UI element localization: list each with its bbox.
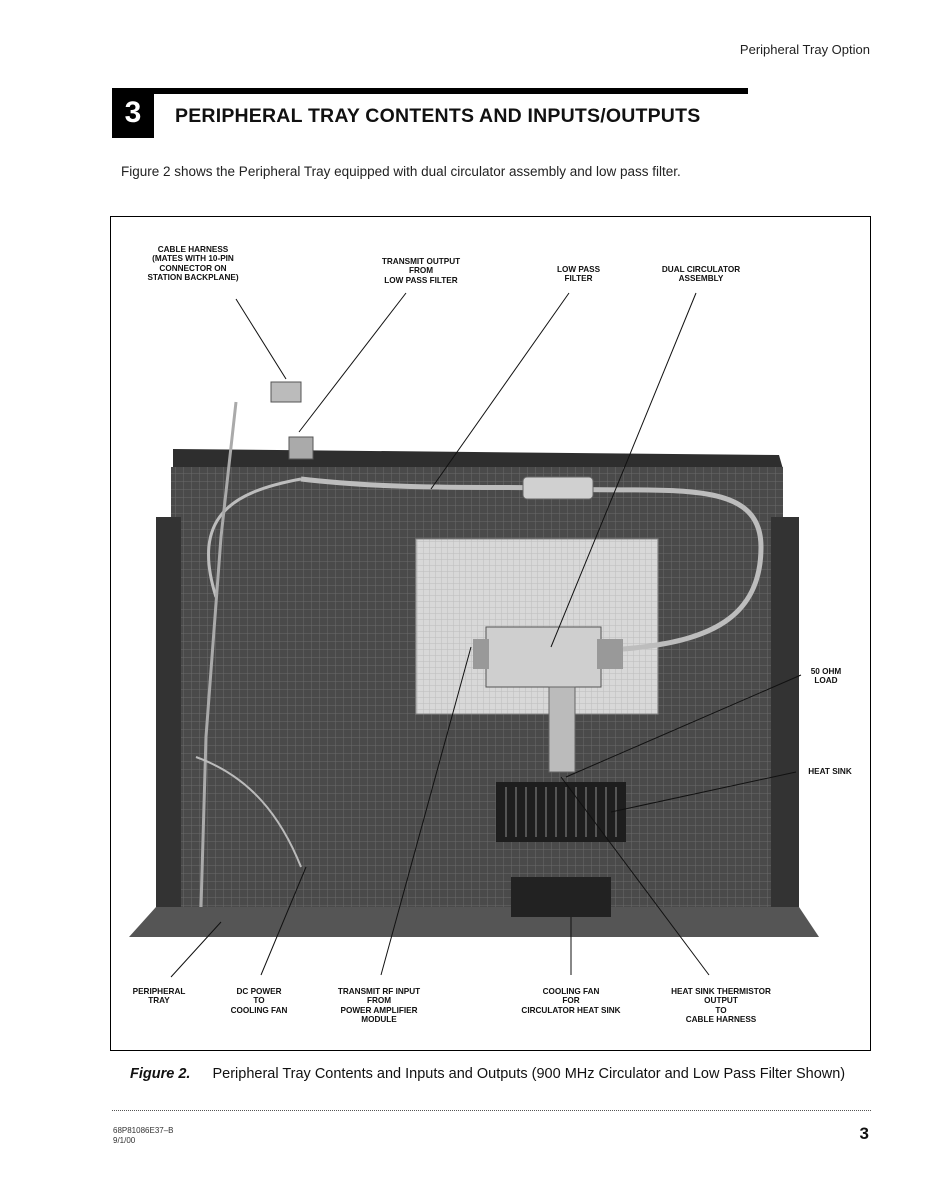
callout-cooling-fan: COOLING FAN FOR CIRCULATOR HEAT SINK <box>521 987 621 1015</box>
figure-frame <box>110 216 871 1051</box>
intro-paragraph: Figure 2 shows the Peripheral Tray equipped with dual circulator assembly and low pass filter. <box>121 164 681 179</box>
footer-rule <box>112 1110 871 1111</box>
callout-low-pass-filter: LOW PASS FILTER <box>556 265 601 284</box>
figure-caption <box>130 1066 845 1082</box>
section-number: 3 <box>112 88 154 138</box>
callout-cable-harness: CABLE HARNESS (MATES WITH 10-PIN CONNECTOR ON STATION BACKPLANE) <box>147 245 239 283</box>
tray-photo-illustration <box>111 217 870 1050</box>
callout-dc-power: DC POWER TO COOLING FAN <box>230 987 288 1015</box>
document-info <box>113 1126 174 1146</box>
running-header: Peripheral Tray Option <box>739 42 870 57</box>
figure-caption-text: Peripheral Tray Contents and Inputs and Outputs (900 MHz Circulator and Low Pass Filter Shown) <box>212 1066 846 1082</box>
document-date: 9/1/00 <box>113 1136 136 1145</box>
page-number: 3 <box>859 1124 869 1143</box>
section-rule <box>154 88 748 94</box>
figure-caption-label: Figure 2. <box>130 1066 191 1082</box>
document-number: 68P81086E37–B <box>113 1126 174 1135</box>
callout-50-ohm-load: 50 OHM LOAD <box>810 667 842 686</box>
section-title: PERIPHERAL TRAY CONTENTS AND INPUTS/OUTPUTS <box>175 105 701 127</box>
callout-thermistor-output: HEAT SINK THERMISTOR OUTPUT TO CABLE HARNESS <box>671 987 771 1025</box>
callout-transmit-output: TRANSMIT OUTPUT FROM LOW PASS FILTER <box>381 257 461 285</box>
callout-transmit-rf-input: TRANSMIT RF INPUT FROM POWER AMPLIFIER MODULE <box>337 987 421 1025</box>
callout-peripheral-tray: PERIPHERAL TRAY <box>132 987 186 1006</box>
callout-heat-sink: HEAT SINK <box>808 767 852 776</box>
callout-dual-circulator: DUAL CIRCULATOR ASSEMBLY <box>661 265 741 284</box>
